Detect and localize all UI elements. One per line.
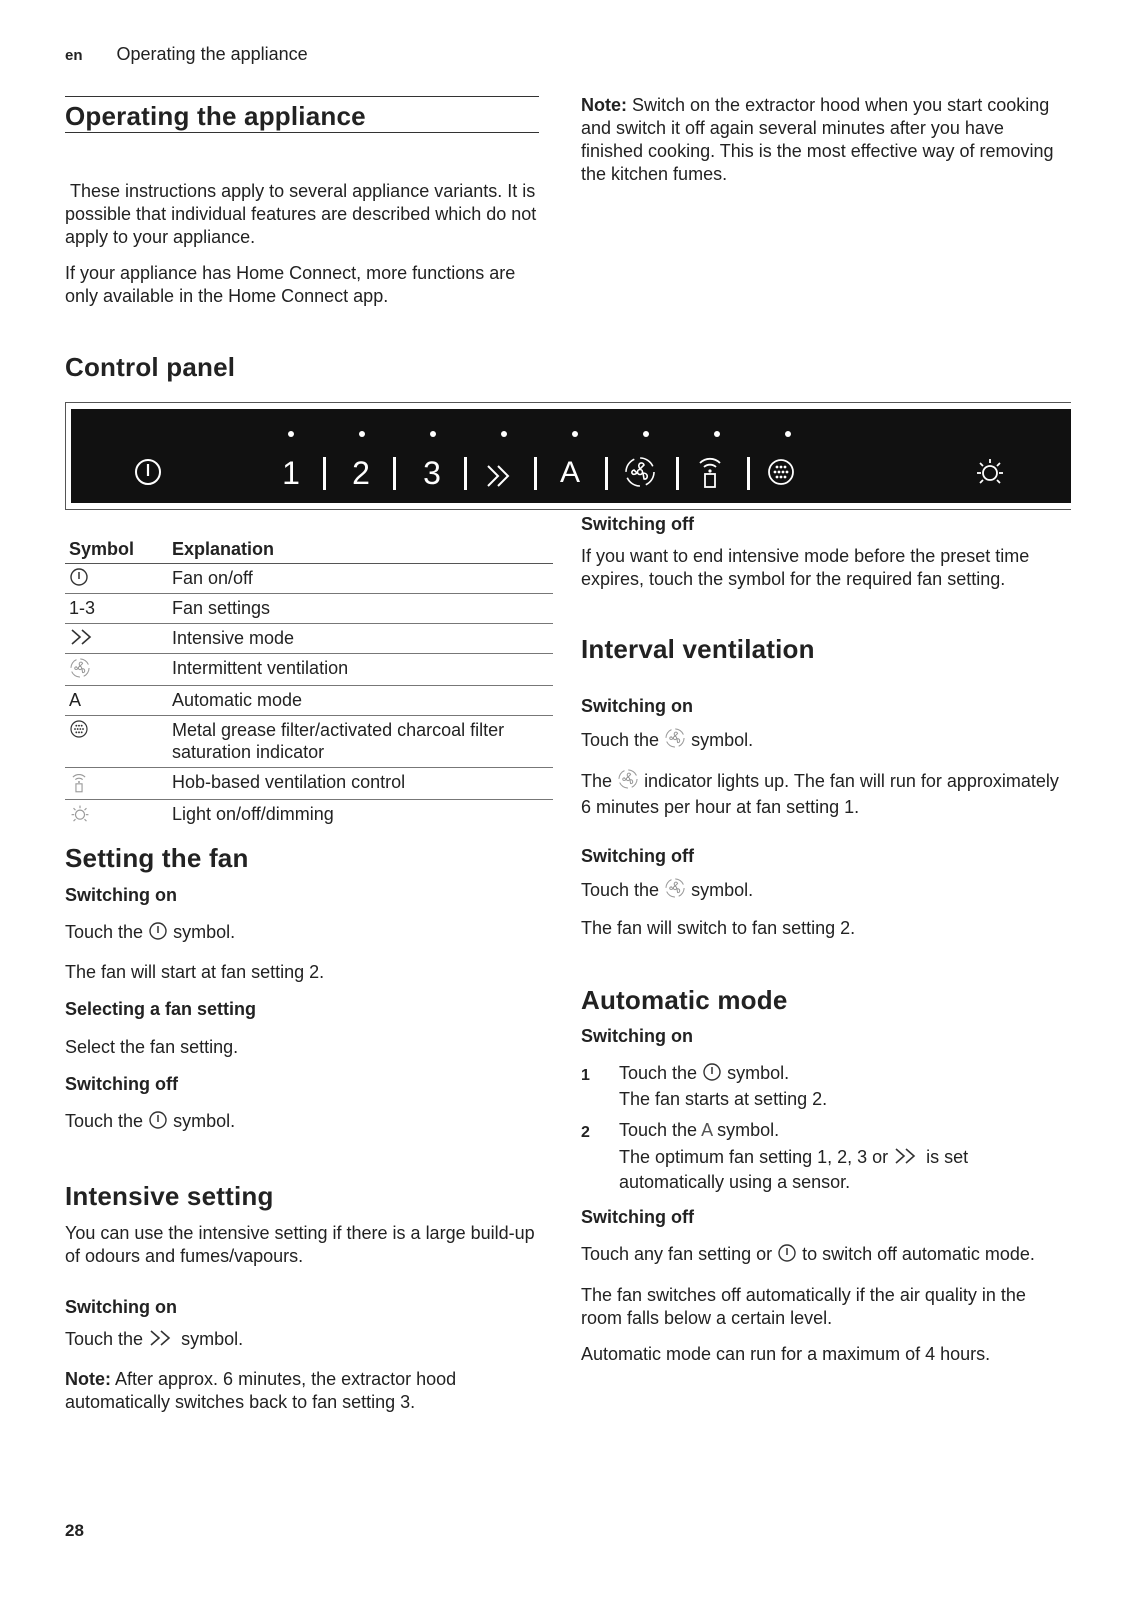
panel-separator [393, 457, 396, 490]
table-cell-explanation: Fan settings [168, 594, 553, 624]
panel-fan-icon [623, 455, 657, 495]
automatic-off-heading: Switching off [581, 1207, 694, 1227]
interval-off-heading: Switching off [581, 846, 694, 866]
setting-fan-title: Setting the fan [65, 843, 249, 873]
control-panel-strip [71, 409, 1071, 503]
text: Touch any fan setting or [581, 1244, 773, 1264]
power-icon [148, 1110, 168, 1130]
table-cell-explanation: Intensive mode [168, 624, 553, 654]
panel-filter-icon [766, 456, 796, 496]
automatic-off-text-2: The fan switches off automatically if the air quality in the room falls below a certain level. [581, 1285, 1026, 1328]
automatic-steps [581, 1062, 1061, 1203]
indicator-dot [785, 431, 791, 437]
panel-separator [747, 457, 750, 490]
panel-separator [464, 457, 467, 490]
title-rule-top [65, 96, 539, 97]
table-cell-explanation: Fan on/off [168, 564, 553, 594]
panel-separator [323, 457, 326, 490]
step-result [619, 1145, 1061, 1195]
setting-fan-off-heading: Switching off [65, 1074, 178, 1094]
intensive-icon [893, 1146, 921, 1166]
table-row [65, 800, 553, 832]
table-cell-explanation: Hob-based ventilation control [168, 768, 553, 800]
list-item [581, 1062, 1061, 1111]
panel-intensive-icon [484, 459, 514, 499]
interval-on-text [581, 727, 753, 752]
text: symbol. [181, 1329, 244, 1349]
table-cell-symbol: 1-3 [65, 594, 168, 624]
table-cell-explanation: Metal grease filter/activated charcoal filter saturation indicator [168, 716, 553, 768]
indicator-dot [288, 431, 294, 437]
fan-icon [65, 654, 168, 686]
hob-connect-icon [65, 768, 168, 800]
control-panel-illustration [65, 402, 1071, 510]
step-number: 1 [581, 1067, 590, 1084]
interval-indicator-text [581, 768, 1061, 820]
text: indicator lights up. The fan will run for approximately 6 minutes per hour at fan setting 1. [581, 771, 1059, 817]
automatic-off-text [581, 1243, 1071, 1266]
panel-separator [676, 457, 679, 490]
table-row [65, 564, 553, 594]
panel-separator [534, 457, 537, 490]
text: symbol. [717, 1120, 780, 1140]
panel-fan-setting-1: 1 [282, 455, 300, 491]
table-header-row [65, 537, 553, 564]
table-cell-explanation: Intermittent ventilation [168, 654, 553, 686]
text: Touch the [581, 730, 660, 750]
step-result: The fan starts at setting 2. [619, 1089, 828, 1109]
filter-icon [65, 716, 168, 768]
intensive-note [65, 1368, 535, 1414]
indicator-dot [714, 431, 720, 437]
note-paragraph [581, 94, 1061, 186]
panel-power-icon [133, 456, 163, 496]
setting-fan-on-result: The fan will start at fan setting 2. [65, 962, 325, 982]
table-cell-explanation: Automatic mode [168, 686, 553, 716]
intensive-on-heading: Switching on [65, 1297, 177, 1317]
panel-light-icon [973, 455, 1007, 495]
power-icon [65, 564, 168, 594]
power-icon [702, 1062, 722, 1082]
note-label: Note: [65, 1369, 111, 1389]
interval-off-text [581, 877, 753, 902]
table-row [65, 624, 553, 654]
automatic-title: Automatic mode [581, 985, 788, 1015]
text: symbol. [173, 922, 236, 942]
step-number: 2 [581, 1124, 590, 1141]
text: Touch the [619, 1120, 698, 1140]
panel-hob-connect-icon [695, 453, 725, 493]
setting-fan-on-text [65, 921, 235, 944]
indicator-dot [643, 431, 649, 437]
table-row [65, 716, 553, 768]
table-header-explanation: Explanation [168, 537, 553, 564]
text: Touch the [65, 1111, 144, 1131]
indicator-dot [501, 431, 507, 437]
page-number: 28 [65, 1521, 84, 1540]
text: symbol. [727, 1063, 790, 1083]
text: is set automatically using a sensor. [619, 1147, 969, 1192]
intensive-text: You can use the intensive setting if there is a large build-up of odours and fumes/vapours. [65, 1223, 535, 1266]
running-head-section: Operating the appliance [116, 44, 308, 64]
control-panel-title: Control panel [65, 352, 236, 382]
text: Touch the [619, 1063, 698, 1083]
note-text: After approx. 6 minutes, the extractor hood automatically switches back to fan setting 3. [65, 1369, 457, 1412]
indicator-dot [359, 431, 365, 437]
table-row [65, 594, 553, 624]
intensive-off-heading: Switching off [581, 514, 694, 534]
text: symbol. [691, 730, 754, 750]
table-header-symbol: Symbol [65, 537, 168, 564]
interval-off-result: The fan will switch to fan setting 2. [581, 918, 856, 938]
text: The [581, 771, 613, 791]
language-code: en [65, 47, 83, 64]
table-row [65, 686, 553, 716]
table-row [65, 768, 553, 800]
symbol-table [65, 537, 553, 831]
table-cell-explanation: Light on/off/dimming [172, 804, 334, 824]
fan-icon [617, 768, 639, 790]
interval-on-heading: Switching on [581, 696, 693, 716]
text: Touch the [581, 880, 660, 900]
text: Touch the [65, 922, 144, 942]
text: The optimum fan setting 1, 2, 3 or [619, 1147, 889, 1167]
text: to switch off automatic mode. [802, 1244, 1035, 1264]
text: Touch the [65, 1329, 144, 1349]
indicator-dot [572, 431, 578, 437]
note-label: Note: [581, 95, 627, 115]
setting-fan-on-heading: Switching on [65, 885, 177, 905]
select-fan-text: Select the fan setting. [65, 1037, 239, 1057]
power-icon [777, 1243, 797, 1263]
interval-title: Interval ventilation [581, 634, 815, 664]
text: symbol. [691, 880, 754, 900]
text: symbol. [173, 1111, 236, 1131]
indicator-dot [430, 431, 436, 437]
intro-paragraph-2: If your appliance has Home Connect, more functions are only available in the Home Connect app. [65, 263, 516, 306]
intensive-title: Intensive setting [65, 1181, 274, 1211]
table-cell-symbol: A [65, 686, 168, 716]
panel-separator [605, 457, 608, 490]
fan-icon [664, 727, 686, 749]
power-icon [148, 921, 168, 941]
title-rule-bottom [65, 132, 539, 133]
automatic-off-text-3: Automatic mode can run for a maximum of 4 hours. [581, 1344, 991, 1364]
panel-automatic-symbol: A [559, 456, 580, 489]
table-row [65, 654, 553, 686]
panel-fan-setting-2: 2 [352, 455, 370, 491]
light-icon [65, 800, 168, 832]
intensive-on-text [65, 1328, 243, 1351]
note-text: Switch on the extractor hood when you start cooking and switch it off again several minutes after you have finished cooking. This is the most effective way of removing the kitchen fumes. [581, 95, 1054, 184]
page-title: Operating the appliance [65, 101, 366, 131]
automatic-symbol: A [701, 1120, 713, 1140]
select-fan-heading: Selecting a fan setting [65, 999, 257, 1019]
automatic-on-heading: Switching on [581, 1026, 693, 1046]
setting-fan-off-text [65, 1110, 235, 1133]
intro-paragraph-1: These instructions apply to several appliance variants. It is possible that individual features are described which do not apply to your appliance. [65, 181, 542, 247]
intensive-off-text: If you want to end intensive mode before the preset time expires, touch the symbol for the required fan setting. [581, 546, 1030, 589]
fan-icon [664, 877, 686, 899]
intensive-icon [65, 624, 168, 654]
intensive-icon [148, 1328, 176, 1348]
running-head [65, 44, 308, 65]
list-item [581, 1119, 1061, 1195]
panel-fan-setting-3: 3 [423, 455, 441, 491]
